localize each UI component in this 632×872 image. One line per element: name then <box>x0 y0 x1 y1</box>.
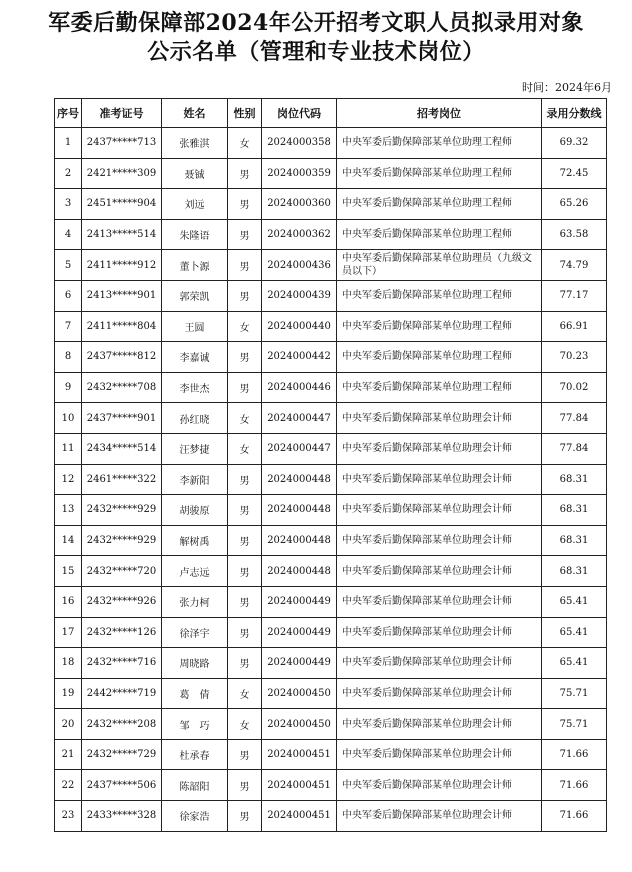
table-row <box>55 250 607 281</box>
cell-position: 中央军委后勤保障部某单位助理会计师 <box>337 648 542 679</box>
cell-gender: 男 <box>228 342 262 373</box>
cell-seq: 3 <box>55 189 82 220</box>
cell-name: 陈韶阳 <box>162 770 228 801</box>
cell-name: 董卜源 <box>162 250 228 281</box>
table-row <box>55 189 607 220</box>
header-gender: 性别 <box>228 99 262 128</box>
cell-name: 李世杰 <box>162 372 228 403</box>
cell-position-code: 2024000446 <box>262 372 337 403</box>
cell-exam-id: 2411*****912 <box>82 250 162 281</box>
table-row <box>55 801 607 832</box>
cell-exam-id: 2432*****716 <box>82 648 162 679</box>
table-row <box>55 219 607 250</box>
cell-exam-id: 2442*****719 <box>82 678 162 709</box>
document-title-line-2: 公示名单（管理和专业技术岗位） <box>147 39 485 65</box>
table-row <box>55 586 607 617</box>
cell-gender: 男 <box>228 464 262 495</box>
cell-position: 中央军委后勤保障部某单位助理工程师 <box>337 189 542 220</box>
cell-position-code: 2024000447 <box>262 403 337 434</box>
cell-score: 68.31 <box>542 495 607 526</box>
cell-exam-id: 2451*****904 <box>82 189 162 220</box>
cell-gender: 女 <box>228 128 262 159</box>
header-score: 录用分数线 <box>542 99 607 128</box>
header-position-code: 岗位代码 <box>262 99 337 128</box>
cell-score: 71.66 <box>542 770 607 801</box>
cell-position-code: 2024000448 <box>262 464 337 495</box>
table-row <box>55 128 607 159</box>
table-row <box>55 739 607 770</box>
table-header-row <box>55 99 607 128</box>
cell-position: 中央军委后勤保障部某单位助理会计师 <box>337 678 542 709</box>
cell-position: 中央军委后勤保障部某单位助理工程师 <box>337 158 542 189</box>
cell-name: 胡骏原 <box>162 495 228 526</box>
cell-position-code: 2024000358 <box>262 128 337 159</box>
cell-exam-id: 2432*****720 <box>82 556 162 587</box>
cell-position: 中央军委后勤保障部某单位助理工程师 <box>337 128 542 159</box>
cell-exam-id: 2437*****506 <box>82 770 162 801</box>
cell-name: 汪梦捷 <box>162 433 228 464</box>
cell-position-code: 2024000359 <box>262 158 337 189</box>
cell-seq: 21 <box>55 739 82 770</box>
cell-position-code: 2024000449 <box>262 586 337 617</box>
cell-position: 中央军委后勤保障部某单位助理工程师 <box>337 342 542 373</box>
cell-seq: 19 <box>55 678 82 709</box>
cell-score: 71.66 <box>542 739 607 770</box>
table-row <box>55 617 607 648</box>
cell-seq: 16 <box>55 586 82 617</box>
cell-exam-id: 2421*****309 <box>82 158 162 189</box>
cell-position-code: 2024000450 <box>262 709 337 740</box>
cell-gender: 男 <box>228 739 262 770</box>
cell-score: 65.26 <box>542 189 607 220</box>
cell-position-code: 2024000450 <box>262 678 337 709</box>
cell-score: 71.66 <box>542 801 607 832</box>
cell-score: 75.71 <box>542 678 607 709</box>
cell-position: 中央军委后勤保障部某单位助理会计师 <box>337 617 542 648</box>
cell-name: 张力柯 <box>162 586 228 617</box>
header-name: 姓名 <box>162 99 228 128</box>
cell-name: 徐泽宇 <box>162 617 228 648</box>
cell-score: 65.41 <box>542 617 607 648</box>
cell-gender: 男 <box>228 495 262 526</box>
table-row <box>55 556 607 587</box>
cell-gender: 男 <box>228 372 262 403</box>
cell-gender: 女 <box>228 709 262 740</box>
cell-seq: 8 <box>55 342 82 373</box>
cell-position: 中央军委后勤保障部某单位助理会计师 <box>337 525 542 556</box>
cell-position-code: 2024000362 <box>262 219 337 250</box>
cell-exam-id: 2432*****926 <box>82 586 162 617</box>
cell-position: 中央军委后勤保障部某单位助理员（九级文员以下） <box>337 250 542 281</box>
table-row <box>55 770 607 801</box>
table-row <box>55 678 607 709</box>
cell-gender: 男 <box>228 525 262 556</box>
header-position: 招考岗位 <box>337 99 542 128</box>
cell-name: 聂铖 <box>162 158 228 189</box>
cell-gender: 女 <box>228 403 262 434</box>
cell-gender: 男 <box>228 250 262 281</box>
cell-seq: 23 <box>55 801 82 832</box>
cell-name: 刘远 <box>162 189 228 220</box>
cell-position: 中央军委后勤保障部某单位助理会计师 <box>337 464 542 495</box>
cell-position: 中央军委后勤保障部某单位助理会计师 <box>337 739 542 770</box>
cell-name: 李新阳 <box>162 464 228 495</box>
cell-position: 中央军委后勤保障部某单位助理工程师 <box>337 372 542 403</box>
cell-exam-id: 2432*****126 <box>82 617 162 648</box>
cell-score: 70.02 <box>542 372 607 403</box>
cell-score: 77.84 <box>542 403 607 434</box>
cell-seq: 20 <box>55 709 82 740</box>
candidate-table <box>54 98 607 832</box>
cell-position-code: 2024000448 <box>262 525 337 556</box>
cell-exam-id: 2432*****929 <box>82 525 162 556</box>
cell-seq: 17 <box>55 617 82 648</box>
cell-position-code: 2024000440 <box>262 311 337 342</box>
cell-seq: 7 <box>55 311 82 342</box>
cell-score: 68.31 <box>542 464 607 495</box>
cell-exam-id: 2434*****514 <box>82 433 162 464</box>
table-row <box>55 525 607 556</box>
cell-position: 中央军委后勤保障部某单位助理会计师 <box>337 556 542 587</box>
cell-name: 杜承春 <box>162 739 228 770</box>
cell-seq: 22 <box>55 770 82 801</box>
cell-name: 邹 巧 <box>162 709 228 740</box>
table-body <box>55 128 607 832</box>
cell-name: 徐家浩 <box>162 801 228 832</box>
cell-score: 66.91 <box>542 311 607 342</box>
cell-score: 65.41 <box>542 648 607 679</box>
cell-position: 中央军委后勤保障部某单位助理会计师 <box>337 801 542 832</box>
cell-position: 中央军委后勤保障部某单位助理工程师 <box>337 219 542 250</box>
cell-seq: 15 <box>55 556 82 587</box>
cell-name: 解树禹 <box>162 525 228 556</box>
table-row <box>55 648 607 679</box>
cell-position-code: 2024000451 <box>262 739 337 770</box>
cell-name: 朱隆语 <box>162 219 228 250</box>
cell-exam-id: 2413*****514 <box>82 219 162 250</box>
cell-name: 周晓路 <box>162 648 228 679</box>
cell-exam-id: 2437*****812 <box>82 342 162 373</box>
header-seq: 序号 <box>55 99 82 128</box>
cell-position-code: 2024000451 <box>262 801 337 832</box>
cell-position: 中央军委后勤保障部某单位助理会计师 <box>337 770 542 801</box>
cell-seq: 10 <box>55 403 82 434</box>
cell-position: 中央军委后勤保障部某单位助理会计师 <box>337 403 542 434</box>
cell-gender: 女 <box>228 678 262 709</box>
cell-gender: 男 <box>228 770 262 801</box>
cell-name: 葛 倩 <box>162 678 228 709</box>
cell-exam-id: 2432*****729 <box>82 739 162 770</box>
cell-exam-id: 2437*****713 <box>82 128 162 159</box>
cell-position: 中央军委后勤保障部某单位助理会计师 <box>337 495 542 526</box>
table-row <box>55 311 607 342</box>
cell-exam-id: 2433*****328 <box>82 801 162 832</box>
cell-seq: 18 <box>55 648 82 679</box>
cell-position-code: 2024000449 <box>262 648 337 679</box>
cell-score: 72.45 <box>542 158 607 189</box>
cell-name: 王圆 <box>162 311 228 342</box>
cell-gender: 男 <box>228 586 262 617</box>
cell-seq: 12 <box>55 464 82 495</box>
cell-name: 卢志远 <box>162 556 228 587</box>
cell-gender: 男 <box>228 158 262 189</box>
cell-name: 孙红晓 <box>162 403 228 434</box>
cell-seq: 2 <box>55 158 82 189</box>
cell-score: 65.41 <box>542 586 607 617</box>
cell-seq: 13 <box>55 495 82 526</box>
table-row <box>55 495 607 526</box>
cell-gender: 男 <box>228 801 262 832</box>
cell-exam-id: 2413*****901 <box>82 280 162 311</box>
cell-gender: 男 <box>228 189 262 220</box>
table-row <box>55 464 607 495</box>
cell-gender: 女 <box>228 311 262 342</box>
cell-position: 中央军委后勤保障部某单位助理工程师 <box>337 311 542 342</box>
cell-exam-id: 2432*****929 <box>82 495 162 526</box>
cell-seq: 14 <box>55 525 82 556</box>
cell-seq: 1 <box>55 128 82 159</box>
table-row <box>55 158 607 189</box>
cell-score: 70.23 <box>542 342 607 373</box>
cell-position: 中央军委后勤保障部某单位助理工程师 <box>337 280 542 311</box>
cell-score: 74.79 <box>542 250 607 281</box>
cell-gender: 男 <box>228 556 262 587</box>
cell-name: 李嘉诚 <box>162 342 228 373</box>
document-title-line-1: 军委后勤保障部2024年公开招考文职人员拟录用对象 <box>48 10 584 36</box>
cell-name: 张雅淇 <box>162 128 228 159</box>
cell-score: 75.71 <box>542 709 607 740</box>
table-row <box>55 433 607 464</box>
table-row <box>55 342 607 373</box>
cell-position-code: 2024000448 <box>262 495 337 526</box>
cell-name: 郭荣凯 <box>162 280 228 311</box>
cell-gender: 男 <box>228 617 262 648</box>
cell-position-code: 2024000442 <box>262 342 337 373</box>
cell-position: 中央军委后勤保障部某单位助理会计师 <box>337 586 542 617</box>
cell-gender: 男 <box>228 648 262 679</box>
cell-position-code: 2024000449 <box>262 617 337 648</box>
cell-position: 中央军委后勤保障部某单位助理会计师 <box>337 709 542 740</box>
publish-date: 时间：2024年6月 <box>522 81 612 94</box>
table-row <box>55 280 607 311</box>
cell-score: 77.17 <box>542 280 607 311</box>
table-row <box>55 709 607 740</box>
cell-gender: 男 <box>228 219 262 250</box>
cell-score: 69.32 <box>542 128 607 159</box>
cell-score: 68.31 <box>542 556 607 587</box>
cell-gender: 男 <box>228 280 262 311</box>
cell-exam-id: 2461*****322 <box>82 464 162 495</box>
cell-position-code: 2024000447 <box>262 433 337 464</box>
cell-score: 63.58 <box>542 219 607 250</box>
table-row <box>55 372 607 403</box>
table-row <box>55 403 607 434</box>
cell-position-code: 2024000439 <box>262 280 337 311</box>
cell-seq: 4 <box>55 219 82 250</box>
cell-exam-id: 2437*****901 <box>82 403 162 434</box>
cell-position-code: 2024000360 <box>262 189 337 220</box>
cell-seq: 6 <box>55 280 82 311</box>
cell-exam-id: 2432*****208 <box>82 709 162 740</box>
cell-position-code: 2024000436 <box>262 250 337 281</box>
cell-score: 77.84 <box>542 433 607 464</box>
cell-seq: 11 <box>55 433 82 464</box>
cell-position: 中央军委后勤保障部某单位助理会计师 <box>337 433 542 464</box>
cell-exam-id: 2411*****804 <box>82 311 162 342</box>
cell-score: 68.31 <box>542 525 607 556</box>
cell-gender: 女 <box>228 433 262 464</box>
cell-seq: 9 <box>55 372 82 403</box>
header-exam-id: 准考证号 <box>82 99 162 128</box>
cell-position-code: 2024000451 <box>262 770 337 801</box>
cell-exam-id: 2432*****708 <box>82 372 162 403</box>
cell-seq: 5 <box>55 250 82 281</box>
cell-position-code: 2024000448 <box>262 556 337 587</box>
